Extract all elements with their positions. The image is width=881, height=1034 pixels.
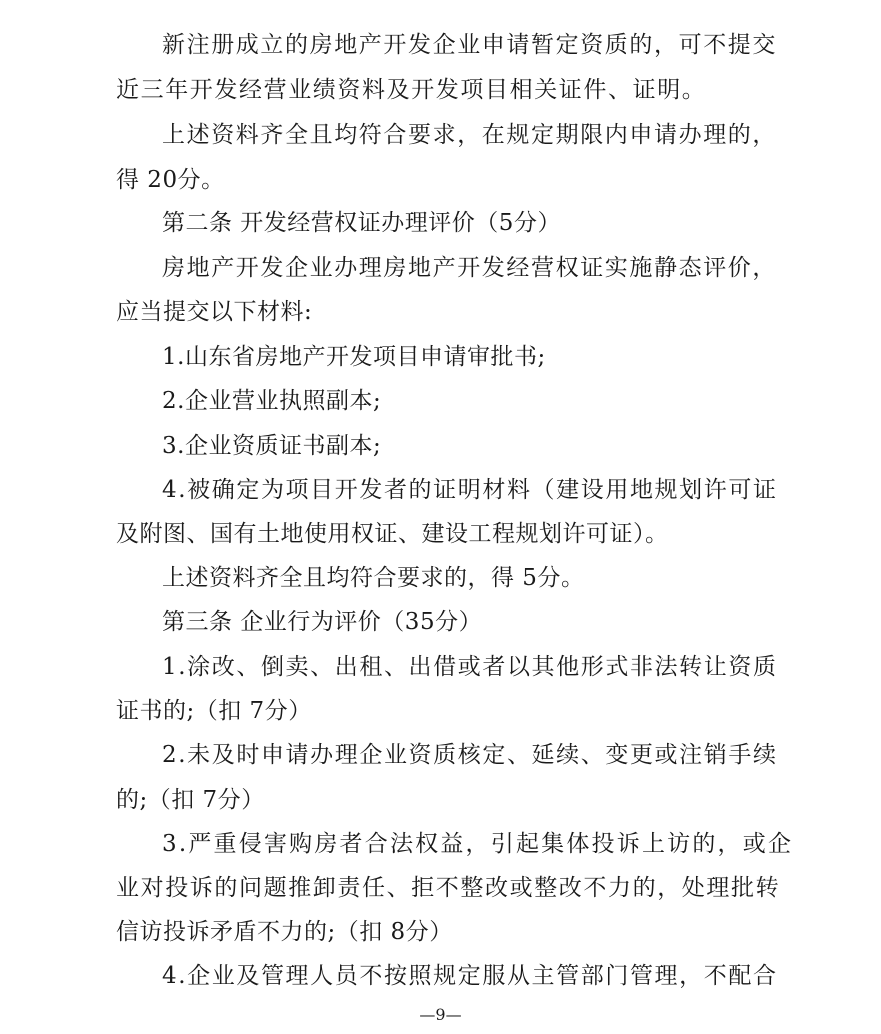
list-item: 1.山东省房地产开发项目申请审批书; (162, 344, 546, 370)
paragraph-line: 证书的;（扣 7分） (116, 698, 312, 724)
page-number: —9— (419, 1005, 462, 1024)
paragraph-line: 应当提交以下材料: (116, 299, 313, 325)
list-item: 2.企业营业执照副本; (162, 388, 382, 414)
list-item: 3.企业资质证书副本; (162, 433, 382, 459)
paragraph-line: 近三年开发经营业绩资料及开发项目相关证件、证明。 (116, 77, 707, 103)
paragraph-line: 房地产开发企业办理房地产开发经营权证实施静态评价， (162, 255, 777, 281)
paragraph-line: 新注册成立的房地产开发企业申请暂定资质的，可不提交 (162, 32, 777, 58)
paragraph-line: 的;（扣 7分） (116, 787, 265, 813)
list-item: 4.企业及管理人员不按照规定服从主管部门管理，不配合 (162, 963, 778, 989)
paragraph-line: 信访投诉矛盾不力的;（扣 8分） (116, 919, 453, 945)
list-item: 2.未及时申请办理企业资质核定、延续、变更或注销手续 (162, 742, 778, 768)
list-item: 4.被确定为项目开发者的证明材料（建设用地规划许可证 (162, 477, 778, 503)
list-item: 1.涂改、倒卖、出租、出借或者以其他形式非法转让资质 (162, 654, 778, 680)
section-heading: 第二条 开发经营权证办理评价（5分） (162, 210, 561, 236)
paragraph-line: 得 20分。 (116, 167, 225, 193)
paragraph-line: 及附图、国有土地使用权证、建设工程规划许可证）。 (116, 521, 669, 547)
paragraph-line: 业对投诉的问题推卸责任、拒不整改或整改不力的，处理批转 (116, 875, 781, 901)
section-heading: 第三条 企业行为评价（35分） (162, 609, 483, 635)
paragraph-line: 上述资料齐全且均符合要求，在规定期限内申请办理的， (162, 122, 777, 148)
paragraph-line: 上述资料齐全且均符合要求的，得 5分。 (162, 565, 585, 591)
list-item: 3.严重侵害购房者合法权益，引起集体投诉上访的，或企 (162, 831, 794, 857)
